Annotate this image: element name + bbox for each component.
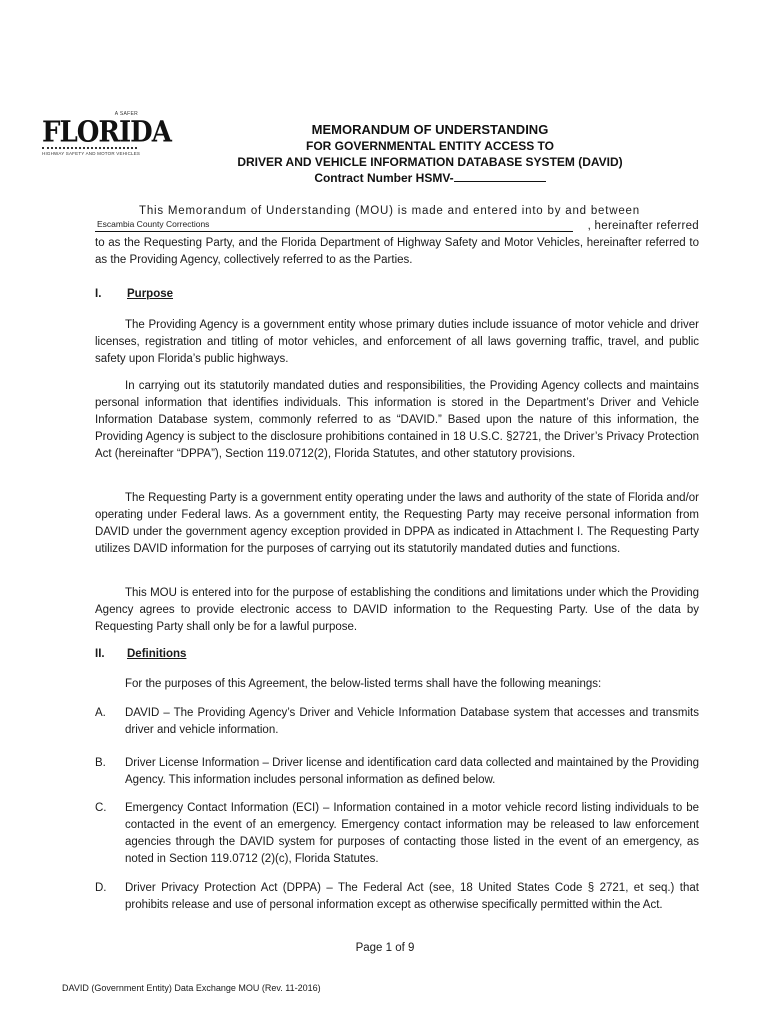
section-1-title: Purpose: [127, 288, 174, 300]
definition-item: [95, 880, 699, 914]
document-title: MEMORANDUM OF UNDERSTANDING: [311, 122, 549, 137]
definition-text: DAVID – The Providing Agency’s Driver and Vehicle Information Database system that accesses and transmits driver and vehicle information.: [125, 707, 699, 736]
purpose-paragraph-2: In carrying out its statutorily mandated duties and responsibilities, the Providing Agency collects and maintains personal information that identifies individuals. This information is stored in the Department’s Driver and Vehicle Information Database system, commonly referred to as “DAVID.” Based upon the nature of this information, the Providing Agency is subject to the disclosure prohibitions contained in 18 U.S.C. §2721, the Driver’s Privacy Protection Act (hereinafter “DPPA”), Section 119.0712(2), Florida Statutes, and other statutory provisions.: [95, 380, 699, 460]
definition-item: [95, 800, 699, 868]
document-subtitle-line-2: FOR GOVERNMENTAL ENTITY ACCESS TO: [305, 139, 555, 153]
definition-item: [95, 755, 699, 789]
contract-number-blank: [454, 171, 546, 182]
intro-line-1-end: , hereinafter referred: [587, 220, 699, 232]
purpose-paragraph-4: This MOU is entered into for the purpose of establishing the conditions and limitations under which the Providing Agency agrees to provide electronic access to DAVID information to the Requesting Party. Use of the data by Requesting Party shall only be for a lawful purpose.: [95, 587, 699, 633]
section-1-heading: [95, 288, 173, 300]
logo-word: FLORIDA: [42, 116, 171, 149]
purpose-paragraph-3: The Requesting Party is a government entity operating under the laws and authority of the state of Florida and/or operating under Federal laws. As a government entity, the Requesting Party may receive personal information from DAVID under the government agency exception provided in DPPA as indicated in Attachment I. The Requesting Party utilizes DAVID information for the purposes of carrying out its statutorily mandated duties and functions.: [95, 492, 699, 555]
contract-number: [160, 171, 700, 185]
document-subtitle-line-3: DRIVER AND VEHICLE INFORMATION DATABASE SYSTEM (DAVID): [237, 155, 623, 169]
definition-text: Driver License Information – Driver license and identification card data collected and maintained by the Providing Agency. This information includes personal information as defined below.: [125, 757, 699, 786]
florida-logo: [40, 111, 171, 161]
definition-letter: C.: [95, 802, 107, 814]
purpose-paragraph-1: The Providing Agency is a government entity whose primary duties include issuance of motor vehicle and driver licenses, registration and titling of motor vehicles, and enforcement of all laws governing traffic, travel, and public safety upon Florida’s public highways.: [95, 319, 699, 365]
requesting-party-name: Escambia County Corrections: [97, 219, 210, 229]
intro-paragraph: to as the Requesting Party, and the Florida Department of Highway Safety and Motor Vehicles, hereinafter referred to as the Providing Agency, collectively referred to as the Parties.: [95, 237, 699, 266]
logo-dotted-rule: [42, 147, 137, 149]
definition-letter: A.: [95, 707, 106, 719]
section-2-title: Definitions: [127, 648, 187, 660]
document-revision: DAVID (Government Entity) Data Exchange MOU (Rev. 11-2016): [62, 983, 321, 993]
logo-tagline: A SAFER: [114, 111, 138, 117]
definition-letter: D.: [95, 882, 107, 894]
contract-number-label: Contract Number HSMV-: [314, 171, 454, 185]
definition-letter: B.: [95, 757, 106, 769]
definition-text: Driver Privacy Protection Act (DPPA) – The Federal Act (see, 18 United States Code § 2721, et seq.) that prohibits release and use of personal information except as otherwise specifically permitted within the Act.: [125, 882, 699, 911]
intro-line-1: This Memorandum of Understanding (MOU) is made and entered into by and between: [139, 205, 640, 217]
section-2-heading: [95, 648, 186, 660]
definitions-intro: For the purposes of this Agreement, the below-listed terms shall have the following meanings:: [125, 678, 602, 690]
requesting-party-field: [95, 218, 573, 232]
definition-item: [95, 705, 699, 739]
section-1-number: I.: [95, 288, 102, 300]
section-2-number: II.: [95, 648, 105, 660]
requesting-party-row: [95, 218, 699, 236]
page-number: Page 1 of 9: [355, 942, 415, 954]
definition-text: Emergency Contact Information (ECI) – Information contained in a motor vehicle record listing individuals to be contacted in the event of an emergency. Emergency contact information may be released to law enforcement agencies through the DAVID system for purposes of contacting those listed in the event of an emergency, as noted in Section 119.0712 (2)(c), Florida Statutes.: [125, 802, 699, 865]
logo-subline: HIGHWAY SAFETY AND MOTOR VEHICLES: [42, 151, 141, 156]
